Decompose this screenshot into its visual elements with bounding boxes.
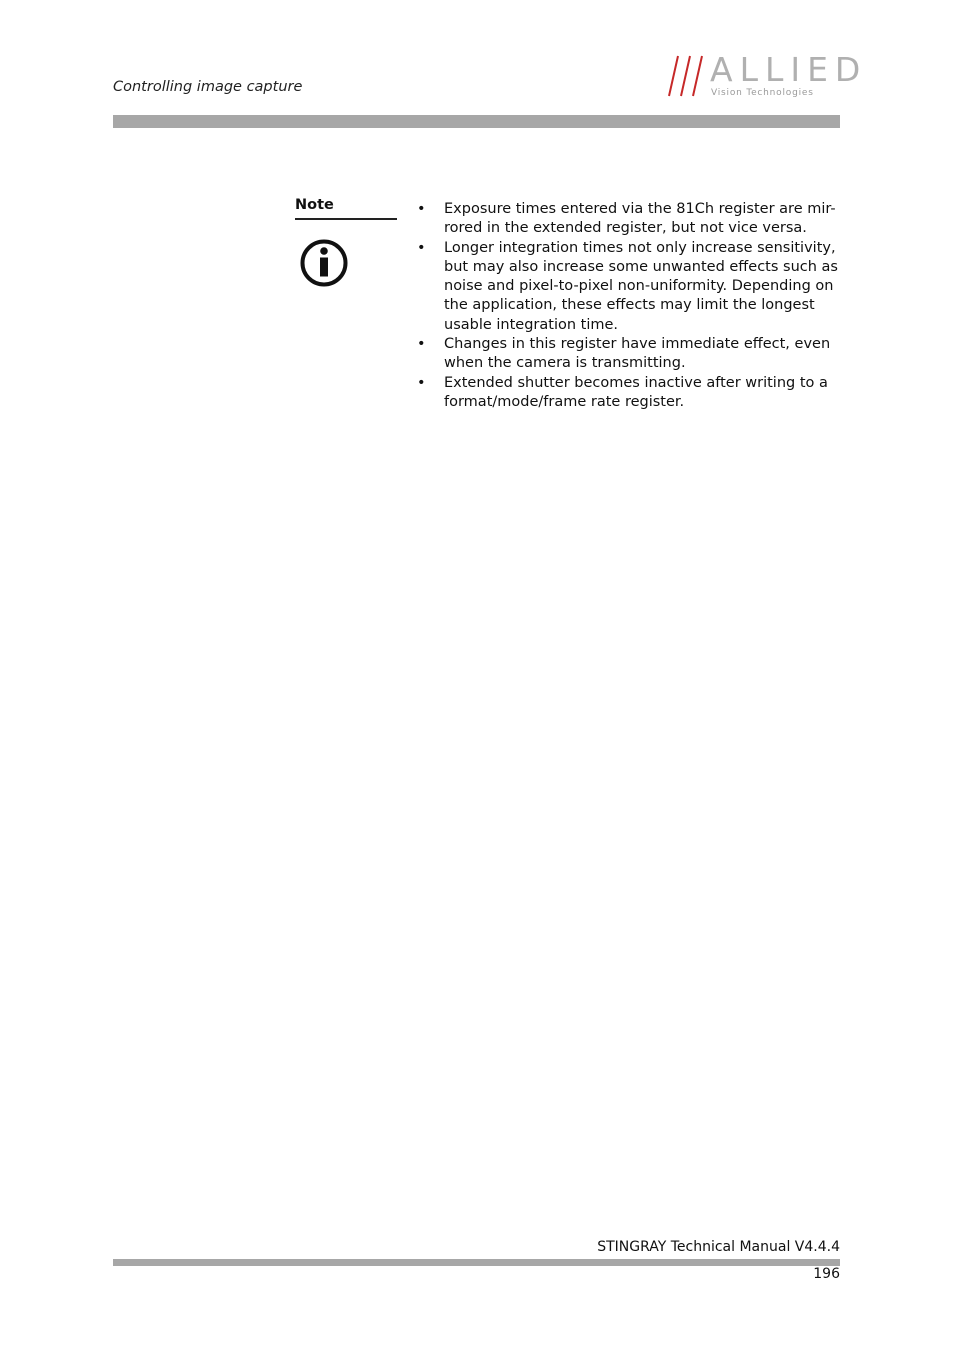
bullet-icon: •: [417, 239, 426, 256]
note-label: Note: [295, 197, 334, 213]
footer-rule: [113, 1259, 840, 1266]
list-item: [413, 374, 843, 413]
list-item-text: Changes in this register have immediate effect, even when the camera is transmitting.: [444, 336, 831, 372]
note-rule: [295, 218, 397, 220]
header-rule: [113, 115, 840, 128]
page-number: 196: [813, 1266, 840, 1282]
logo-brand: ALLIED: [710, 50, 868, 89]
note-list: [413, 200, 843, 412]
info-icon: [299, 238, 349, 288]
bullet-icon: •: [417, 374, 426, 391]
list-item: [413, 335, 843, 374]
footer-manual-title: STINGRAY Technical Manual V4.4.4: [597, 1239, 840, 1255]
bullet-icon: •: [417, 201, 426, 217]
logo-tagline: Vision Technologies: [711, 88, 814, 98]
allied-logo: [666, 50, 868, 102]
list-item: [413, 200, 843, 239]
logo-slashes-icon: [666, 52, 710, 98]
list-item-text: Longer integration times not only increase sensitivity, but may also increase some unwanted effects such as noise and pixel-to-pixel non-uniformity. Depending on the application, these effects may limit the longest usable integration time.: [444, 239, 838, 333]
list-item-text: Extended shutter becomes inactive after writing to a format/mode/frame rate register.: [444, 374, 828, 410]
bullet-icon: •: [417, 336, 426, 353]
list-item: [413, 239, 843, 335]
section-title: Controlling image capture: [113, 79, 303, 95]
list-item-text: Exposure times entered via the 81Ch register are mir-rored in the extended register, but not vice versa.: [444, 201, 836, 237]
